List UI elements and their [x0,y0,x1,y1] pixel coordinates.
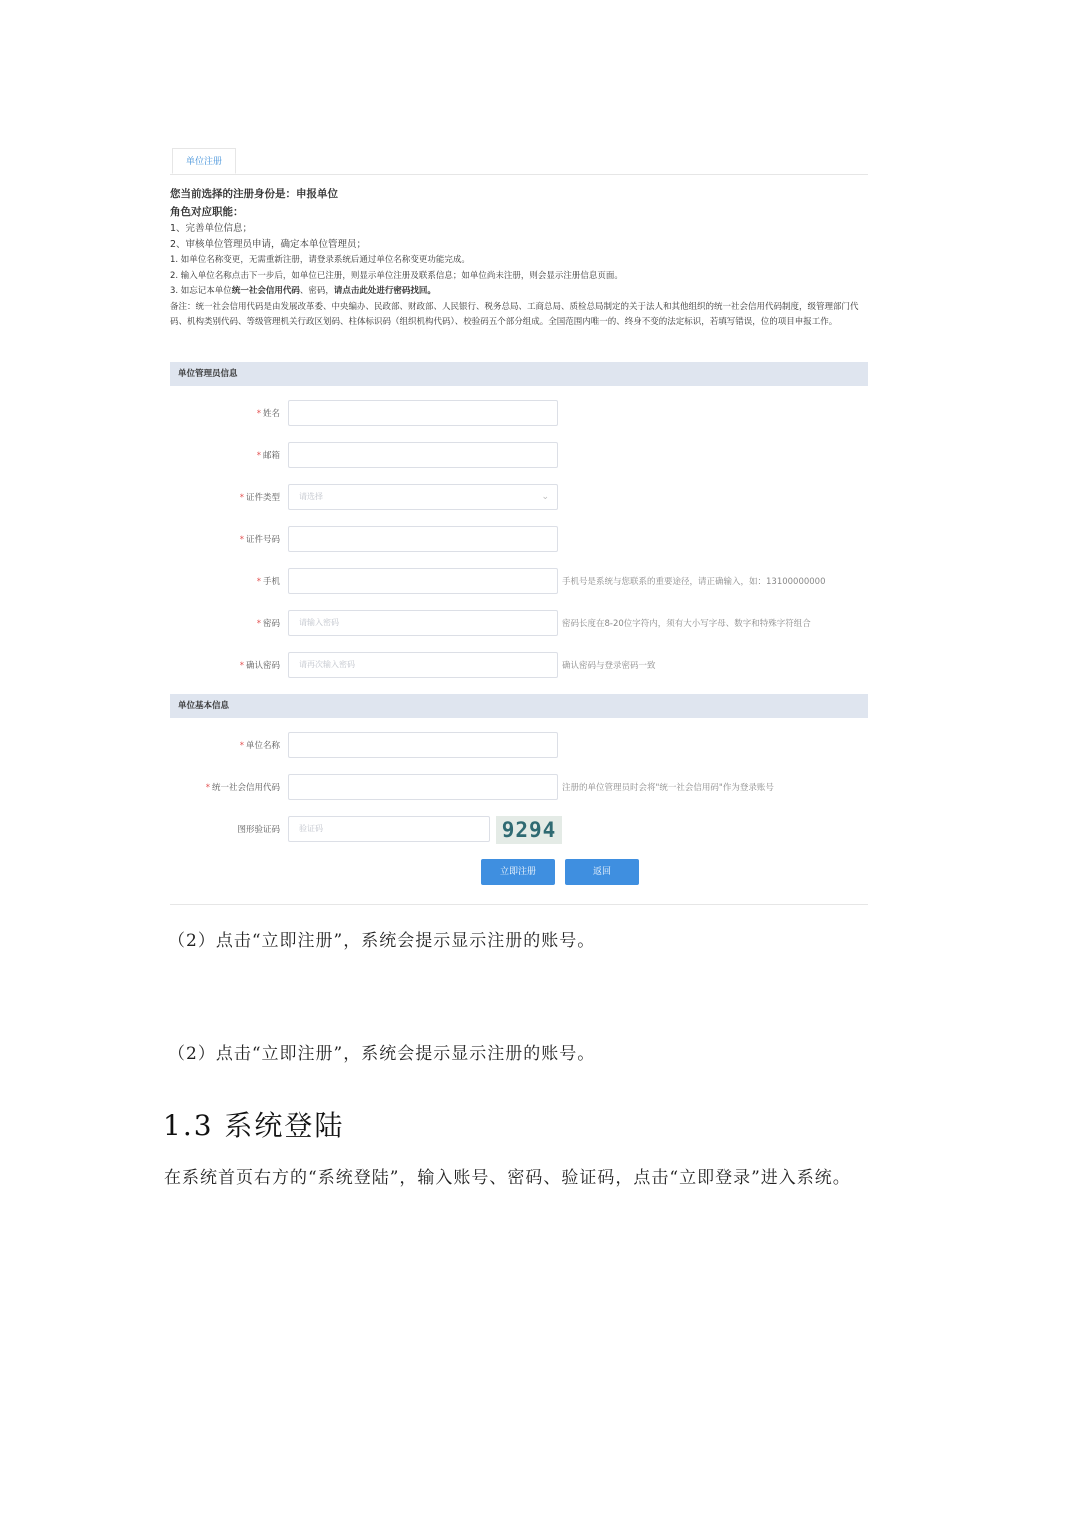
tip-3-middle: 、密码， [299,286,334,296]
password-recovery-link[interactable]: 请点击此处进行密码找回。 [333,286,436,296]
duty-1: 1、完善单位信息； [170,223,253,234]
role-title: 角色对应职能： [170,206,244,218]
password-label: * 密码 [256,619,280,629]
unit-name-input[interactable] [288,732,558,758]
name-label: * 姓名 [256,409,280,419]
form-row-password [170,610,870,638]
tab-unit-registration[interactable]: 单位注册 [172,148,236,174]
phone-hint: 手机号是系统与您联系的重要途径，请正确输入，如：13100000000 [562,577,826,587]
divider [170,904,868,905]
form-row-id-number [170,526,870,554]
form-row-confirm-password [170,652,870,680]
remark-text: 备注：统一社会信用代码是由发展改革委、中央编办、民政部、财政部、人民银行、税务总局、工商总局、质检总局制定的关于法人和其他组织的统一社会信用代码制度，级管理部门代码、机构类别代码、等级管理机关行政区划码、柱体标识码（组织机构代码）、校验码五个部分组成。全国范围内唯一的、终身不变的法定标识，若填写错误，位的项目申报工作。 [170,301,859,327]
credit-code-label: * 统一社会信用代码 [205,783,280,793]
form-actions [170,859,870,887]
confirm-password-input[interactable]: 请再次输入密码 [288,652,558,678]
captcha-label: 图形验证码 [237,825,280,835]
form-row-captcha [170,816,870,844]
duty-2: 2、审核单位管理员申请，确定本单位管理员； [170,239,367,250]
name-input[interactable] [288,400,558,426]
email-label: * 邮箱 [256,451,280,461]
unit-name-label: * 单位名称 [239,741,280,751]
password-hint: 密码长度在8-20位字符内，须有大小写字母、数字和特殊字符组合 [562,619,811,629]
id-type-label: * 证件类型 [239,493,280,503]
tab-bar [170,148,868,175]
form-row-phone [170,568,870,596]
paragraph-register-step-2: （2）点击“立即注册”，系统会提示显示注册的账号。 [168,1044,596,1064]
email-input[interactable] [288,442,558,468]
phone-input[interactable] [288,568,558,594]
tip-1: 1. 如单位名称变更，无需重新注册，请登录系统后通过单位名称变更功能完成。 [170,255,470,265]
credit-code-hint: 注册的单位管理员时会将"统一社会信用码"作为登录账号 [562,783,774,793]
captcha-image[interactable]: 9294 [496,816,562,844]
confirm-password-hint: 确认密码与登录密码一致 [562,661,656,671]
tip-3 [170,284,870,300]
tip-3-prefix: 3. 如忘记本单位 [170,286,232,296]
form-row-name [170,400,870,428]
section-heading: 1.3 系统登陆 [163,1109,345,1142]
unit-section-header: 单位基本信息 [170,694,868,718]
form-row-id-type [170,484,870,512]
id-number-label: * 证件号码 [239,535,280,545]
back-button[interactable]: 返回 [565,859,639,885]
confirm-password-label: * 确认密码 [239,661,280,671]
captcha-input[interactable]: 验证码 [288,816,490,842]
chevron-down-icon: ⌄ [541,492,549,502]
id-type-placeholder: 请选择 [299,492,323,501]
registration-screenshot [170,148,870,908]
registration-notice [170,185,870,347]
password-input[interactable]: 请输入密码 [288,610,558,636]
id-type-select[interactable] [288,484,558,510]
paragraph-register-step-1: （2）点击“立即注册”，系统会提示显示注册的账号。 [168,931,596,951]
admin-section-header: 单位管理员信息 [170,362,868,386]
paragraph-login: 在系统首页右方的“系统登陆”，输入账号、密码、验证码，点击“立即登录”进入系统。 [164,1168,851,1188]
tip-3-credit-code: 统一社会信用代码 [231,286,300,296]
credit-code-input[interactable] [288,774,558,800]
phone-label: * 手机 [256,577,280,587]
form-row-unit-name [170,732,870,760]
tip-2: 2. 输入单位名称点击下一步后，如单位已注册，则显示单位注册及联系信息；如单位尚未注册，则会显示注册信息页面。 [170,270,623,281]
form-row-email [170,442,870,470]
identity-line: 您当前选择的注册身份是：申报单位 [170,188,338,200]
id-number-input[interactable] [288,526,558,552]
register-button[interactable]: 立即注册 [481,859,555,885]
form-row-credit-code [170,774,870,802]
